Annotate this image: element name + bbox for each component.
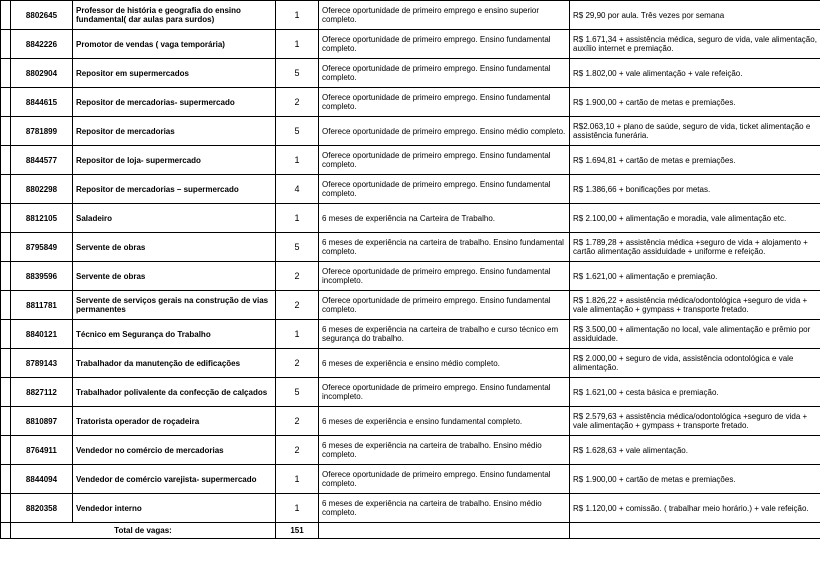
vacancy-quantity: 2 bbox=[276, 349, 319, 378]
requirements: Oferece oportunidade de primeiro emprego. Ensino fundamental incompleto. bbox=[319, 262, 570, 291]
vacancy-code: 8812105 bbox=[11, 204, 73, 233]
row-margin-cell bbox=[1, 233, 11, 262]
table-row bbox=[1, 117, 820, 146]
row-margin-cell bbox=[1, 494, 11, 523]
requirements: 6 meses de experiência e ensino fundamental completo. bbox=[319, 407, 570, 436]
table-row bbox=[1, 349, 820, 378]
vacancy-code: 8802904 bbox=[11, 59, 73, 88]
vacancy-quantity: 2 bbox=[276, 291, 319, 320]
job-title: Vendedor interno bbox=[73, 494, 276, 523]
vacancy-quantity: 5 bbox=[276, 233, 319, 262]
table-row bbox=[1, 88, 820, 117]
table-row bbox=[1, 146, 820, 175]
vacancy-code: 8842226 bbox=[11, 30, 73, 59]
requirements: Oferece oportunidade de primeiro emprego. Ensino fundamental completo. bbox=[319, 175, 570, 204]
job-title: Tratorista operador de roçadeira bbox=[73, 407, 276, 436]
requirements: 6 meses de experiência na carteira de trabalho e curso técnico em segurança do trabalho. bbox=[319, 320, 570, 349]
row-margin-cell bbox=[1, 30, 11, 59]
vacancy-code: 8795849 bbox=[11, 233, 73, 262]
vacancy-code: 8764911 bbox=[11, 436, 73, 465]
job-title: Servente de serviços gerais na construção de vias permanentes bbox=[73, 291, 276, 320]
job-title: Repositor de mercadorias- supermercado bbox=[73, 88, 276, 117]
requirements: Oferece oportunidade de primeiro emprego e ensino superior completo. bbox=[319, 1, 570, 30]
vacancy-quantity: 2 bbox=[276, 407, 319, 436]
job-title: Saladeiro bbox=[73, 204, 276, 233]
job-title: Técnico em Segurança do Trabalho bbox=[73, 320, 276, 349]
table-row bbox=[1, 59, 820, 88]
job-title: Vendedor no comércio de mercadorias bbox=[73, 436, 276, 465]
requirements: Oferece oportunidade de primeiro emprego. Ensino médio completo. bbox=[319, 117, 570, 146]
vacancy-code: 8840121 bbox=[11, 320, 73, 349]
vacancy-code: 8810897 bbox=[11, 407, 73, 436]
vacancy-quantity: 5 bbox=[276, 378, 319, 407]
vacancy-code: 8802645 bbox=[11, 1, 73, 30]
requirements: 6 meses de experiência na carteira de trabalho. Ensino fundamental completo. bbox=[319, 233, 570, 262]
row-margin-cell bbox=[1, 117, 11, 146]
row-margin-cell bbox=[1, 204, 11, 233]
row-margin-cell bbox=[1, 146, 11, 175]
vacancy-quantity: 2 bbox=[276, 262, 319, 291]
row-margin-cell bbox=[1, 1, 11, 30]
salary-benefits: R$ 1.694,81 + cartão de metas e premiações. bbox=[570, 146, 820, 175]
vacancy-code: 8844615 bbox=[11, 88, 73, 117]
requirements: 6 meses de experiência na carteira de trabalho. Ensino médio completo. bbox=[319, 436, 570, 465]
salary-benefits: R$ 1.386,66 + bonificações por metas. bbox=[570, 175, 820, 204]
requirements: Oferece oportunidade de primeiro emprego. Ensino fundamental completo. bbox=[319, 291, 570, 320]
total-row bbox=[1, 523, 820, 539]
salary-benefits: R$ 2.579,63 + assistência médica/odontológica +seguro de vida + vale alimentação + gympass + transporte fretado. bbox=[570, 407, 820, 436]
salary-benefits: R$ 1.628,63 + vale alimentação. bbox=[570, 436, 820, 465]
vacancy-rows bbox=[1, 1, 820, 523]
row-margin-cell bbox=[1, 407, 11, 436]
table-row bbox=[1, 291, 820, 320]
table-row bbox=[1, 30, 820, 59]
total-empty-cell bbox=[319, 523, 570, 539]
vacancy-code: 8802298 bbox=[11, 175, 73, 204]
total-empty-cell bbox=[570, 523, 820, 539]
salary-benefits: R$ 1.900,00 + cartão de metas e premiações. bbox=[570, 88, 820, 117]
table-row bbox=[1, 320, 820, 349]
table-row bbox=[1, 407, 820, 436]
table-row bbox=[1, 262, 820, 291]
row-margin-cell bbox=[1, 320, 11, 349]
salary-benefits: R$ 2.000,00 + seguro de vida, assistência odontológica e vale alimentação. bbox=[570, 349, 820, 378]
job-title: Professor de história e geografia do ensino fundamental( dar aulas para surdos) bbox=[73, 1, 276, 30]
vacancy-code: 8839596 bbox=[11, 262, 73, 291]
vacancy-quantity: 4 bbox=[276, 175, 319, 204]
vacancy-code: 8844094 bbox=[11, 465, 73, 494]
salary-benefits: R$ 1.120,00 + comissão. ( trabalhar meio horário.) + vale refeição. bbox=[570, 494, 820, 523]
vacancy-code: 8827112 bbox=[11, 378, 73, 407]
row-margin-cell bbox=[1, 436, 11, 465]
table-row bbox=[1, 436, 820, 465]
salary-benefits: R$ 1.789,28 + assistência médica +seguro de vida + alojamento + cartão alimentação assiduidade + uniforme e refeição. bbox=[570, 233, 820, 262]
job-title: Trabalhador da manutenção de edificações bbox=[73, 349, 276, 378]
table-row bbox=[1, 494, 820, 523]
requirements: Oferece oportunidade de primeiro emprego. Ensino fundamental completo. bbox=[319, 88, 570, 117]
vacancy-code: 8789143 bbox=[11, 349, 73, 378]
row-margin-cell bbox=[1, 378, 11, 407]
salary-benefits: R$2.063,10 + plano de saúde, seguro de vida, ticket alimentação e assistência funerária. bbox=[570, 117, 820, 146]
vacancy-code: 8811781 bbox=[11, 291, 73, 320]
salary-benefits: R$ 1.826,22 + assistência médica/odontológica +seguro de vida + vale alimentação + gympass + transporte fretado. bbox=[570, 291, 820, 320]
total-blank-cell bbox=[1, 523, 11, 539]
salary-benefits: R$ 29,90 por aula. Três vezes por semana bbox=[570, 1, 820, 30]
salary-benefits: R$ 1.621,00 + alimentação e premiação. bbox=[570, 262, 820, 291]
requirements: 6 meses de experiência e ensino médio completo. bbox=[319, 349, 570, 378]
table-row bbox=[1, 378, 820, 407]
vacancy-quantity: 1 bbox=[276, 320, 319, 349]
requirements: 6 meses de experiência na Carteira de Trabalho. bbox=[319, 204, 570, 233]
requirements: Oferece oportunidade de primeiro emprego. Ensino fundamental completo. bbox=[319, 59, 570, 88]
table-row bbox=[1, 233, 820, 262]
job-title: Repositor de loja- supermercado bbox=[73, 146, 276, 175]
salary-benefits: R$ 2.100,00 + alimentação e moradia, vale alimentação etc. bbox=[570, 204, 820, 233]
table-row bbox=[1, 1, 820, 30]
vacancy-quantity: 2 bbox=[276, 88, 319, 117]
row-margin-cell bbox=[1, 59, 11, 88]
table-row bbox=[1, 204, 820, 233]
total-value: 151 bbox=[276, 523, 319, 539]
table-row bbox=[1, 175, 820, 204]
vacancy-quantity: 2 bbox=[276, 436, 319, 465]
job-title: Servente de obras bbox=[73, 233, 276, 262]
job-title: Repositor de mercadorias bbox=[73, 117, 276, 146]
vacancy-quantity: 1 bbox=[276, 146, 319, 175]
requirements: 6 meses de experiência na carteira de trabalho. Ensino médio completo. bbox=[319, 494, 570, 523]
vacancy-code: 8844577 bbox=[11, 146, 73, 175]
salary-benefits: R$ 1.802,00 + vale alimentação + vale refeição. bbox=[570, 59, 820, 88]
job-title: Vendedor de comércio varejista- supermercado bbox=[73, 465, 276, 494]
vacancy-code: 8820358 bbox=[11, 494, 73, 523]
vacancy-quantity: 5 bbox=[276, 117, 319, 146]
vacancy-quantity: 1 bbox=[276, 30, 319, 59]
salary-benefits: R$ 1.900,00 + cartão de metas e premiações. bbox=[570, 465, 820, 494]
vacancy-code: 8781899 bbox=[11, 117, 73, 146]
row-margin-cell bbox=[1, 291, 11, 320]
vacancy-quantity: 1 bbox=[276, 1, 319, 30]
total-label: Total de vagas: bbox=[11, 523, 276, 539]
job-title: Trabalhador polivalente da confecção de calçados bbox=[73, 378, 276, 407]
row-margin-cell bbox=[1, 349, 11, 378]
job-title: Repositor em supermercados bbox=[73, 59, 276, 88]
salary-benefits: R$ 1.671,34 + assistência médica, seguro de vida, vale alimentação, auxílio internet e premiação. bbox=[570, 30, 820, 59]
row-margin-cell bbox=[1, 465, 11, 494]
job-title: Servente de obras bbox=[73, 262, 276, 291]
row-margin-cell bbox=[1, 262, 11, 291]
requirements: Oferece oportunidade de primeiro emprego. Ensino fundamental incompleto. bbox=[319, 378, 570, 407]
salary-benefits: R$ 3.500,00 + alimentação no local, vale alimentação e prêmio por assiduidade. bbox=[570, 320, 820, 349]
vacancy-quantity: 1 bbox=[276, 465, 319, 494]
vacancy-quantity: 1 bbox=[276, 204, 319, 233]
requirements: Oferece oportunidade de primeiro emprego. Ensino fundamental completo. bbox=[319, 465, 570, 494]
job-title: Promotor de vendas ( vaga temporária) bbox=[73, 30, 276, 59]
salary-benefits: R$ 1.621,00 + cesta básica e premiação. bbox=[570, 378, 820, 407]
table-row bbox=[1, 465, 820, 494]
requirements: Oferece oportunidade de primeiro emprego. Ensino fundamental completo. bbox=[319, 146, 570, 175]
row-margin-cell bbox=[1, 88, 11, 117]
vacancy-quantity: 1 bbox=[276, 494, 319, 523]
vacancy-quantity: 5 bbox=[276, 59, 319, 88]
row-margin-cell bbox=[1, 175, 11, 204]
requirements: Oferece oportunidade de primeiro emprego. Ensino fundamental completo. bbox=[319, 30, 570, 59]
job-title: Repositor de mercadorias – supermercado bbox=[73, 175, 276, 204]
